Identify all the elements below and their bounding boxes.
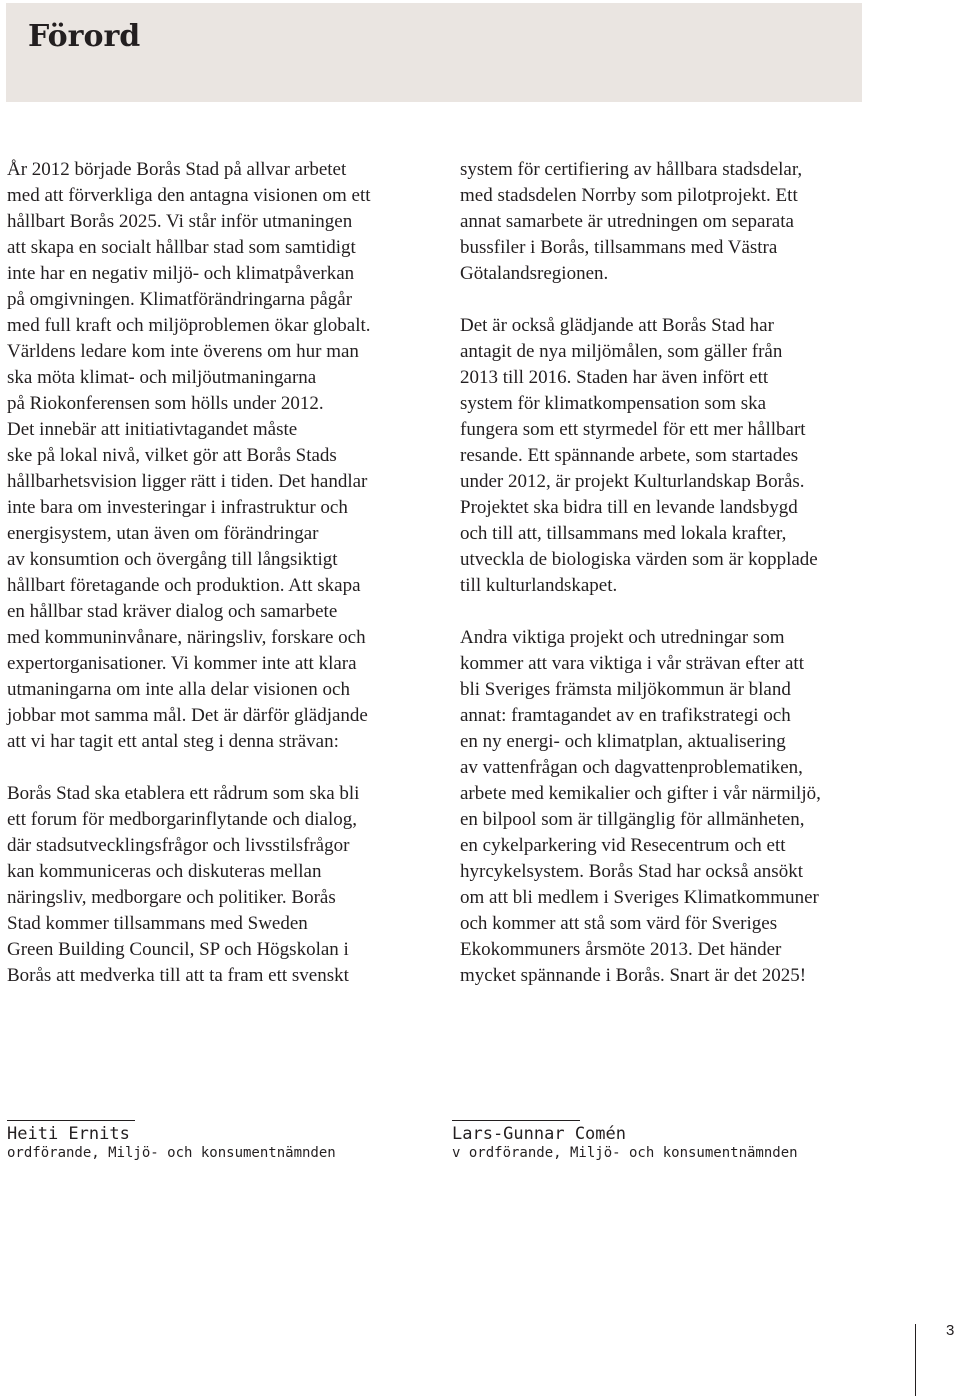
- text-line: en ny energi- och klimatplan, aktualisering: [460, 731, 786, 752]
- text-line: inte har en negativ miljö- och klimatpåverkan: [7, 263, 355, 284]
- text-line: en cykelparkering vid Resecentrum och ett: [460, 835, 786, 856]
- signer-name: Heiti Ernits: [7, 1124, 130, 1144]
- paragraph: [7, 157, 432, 755]
- text-line: system för klimatkompensation som ska: [460, 393, 767, 414]
- text-line: med kommuninvånare, näringsliv, forskare och: [7, 627, 366, 648]
- signature-block: [452, 1120, 798, 1162]
- signature-line: [7, 1120, 135, 1121]
- text-line: på Riokonferensen som hölls under 2012.: [7, 393, 324, 414]
- text-line: ett forum för medborgarinflytande och dialog,: [7, 809, 357, 830]
- text-line: expertorganisationer. Vi kommer inte att klara: [7, 653, 357, 674]
- text-line: resande. Ett spännande arbete, som startades: [460, 445, 799, 466]
- paragraph: [460, 313, 900, 599]
- text-line: arbete med kemikalier och gifter i vår närmiljö,: [460, 783, 821, 804]
- text-line: av konsumtion och övergång till långsiktigt: [7, 549, 338, 570]
- text-line: där stadsutvecklingsfrågor och livsstilsfrågor: [7, 835, 350, 856]
- text-line: Borås Stad ska etablera ett rådrum som ska bli: [7, 783, 360, 804]
- text-line: ska möta klimat- och miljöutmaningarna: [7, 367, 317, 388]
- text-line: Stad kommer tillsammans med Sweden: [7, 913, 308, 934]
- text-line: bussfiler i Borås, tillsammans med Västra: [460, 237, 778, 258]
- text-line: Götalandsregionen.: [460, 263, 609, 284]
- signer-name: Lars-Gunnar Comén: [452, 1124, 626, 1144]
- text-line: Green Building Council, SP och Högskolan i: [7, 939, 349, 960]
- text-line: kan kommuniceras och diskuteras mellan: [7, 861, 322, 882]
- text-line: utveckla de biologiska värden som är kopplade: [460, 549, 818, 570]
- text-line: Det innebär att initiativtagandet måste: [7, 419, 298, 440]
- text-line: Andra viktiga projekt och utredningar som: [460, 627, 785, 648]
- text-line: Världens ledare kom inte överens om hur man: [7, 341, 359, 362]
- text-line: med stadsdelen Norrby som pilotprojekt. Ett: [460, 185, 798, 206]
- right-column: [460, 157, 900, 1015]
- paragraph: [460, 157, 900, 287]
- text-line: Det är också glädjande att Borås Stad har: [460, 315, 774, 336]
- text-line: att vi har tagit ett antal steg i denna strävan:: [7, 731, 339, 752]
- signer-role: v ordförande, Miljö- och konsumentnämnden: [452, 1145, 798, 1161]
- text-line: annat samarbete är utredningen om separata: [460, 211, 794, 232]
- text-line: annat: framtagandet av en trafikstrategi och: [460, 705, 791, 726]
- text-line: en bilpool som är tillgänglig för allmänheten,: [460, 809, 805, 830]
- text-line: antagit de nya miljömålen, som gäller från: [460, 341, 783, 362]
- text-line: och kommer att stå som värd för Sveriges: [460, 913, 778, 934]
- text-line: kommer att vara viktiga i vår strävan efter att: [460, 653, 804, 674]
- text-line: system för certifiering av hållbara stadsdelar,: [460, 159, 803, 180]
- paragraph: [460, 625, 900, 989]
- text-line: ske på lokal nivå, vilket gör att Borås Stads: [7, 445, 337, 466]
- text-line: till kulturlandskapet.: [460, 575, 618, 596]
- text-line: om att bli medlem i Sveriges Klimatkommuner: [460, 887, 819, 908]
- text-line: utmaningarna om inte alla delar visionen och: [7, 679, 350, 700]
- text-line: År 2012 började Borås Stad på allvar arbetet: [7, 159, 347, 180]
- text-line: näringsliv, medborgare och politiker. Borås: [7, 887, 336, 908]
- signature-line: [452, 1120, 580, 1121]
- text-line: bli Sveriges främsta miljökommun är bland: [460, 679, 791, 700]
- title-band: [6, 3, 862, 102]
- text-line: fungera som ett styrmedel för ett mer hållbart: [460, 419, 806, 440]
- text-line: hållbart företagande och produktion. Att skapa: [7, 575, 361, 596]
- text-line: en hållbar stad kräver dialog och samarbete: [7, 601, 338, 622]
- text-line: hållbart Borås 2025. Vi står inför utmaningen: [7, 211, 353, 232]
- paragraph: [7, 781, 432, 989]
- signer-role: ordförande, Miljö- och konsumentnämnden: [7, 1145, 336, 1161]
- text-line: jobbar mot samma mål. Det är därför glädjande: [7, 705, 368, 726]
- text-line: hållbarhetsvision ligger rätt i tiden. Det handlar: [7, 471, 368, 492]
- text-line: Borås att medverka till att ta fram ett svenskt: [7, 965, 349, 986]
- left-column: [7, 157, 432, 1015]
- page-number: 3: [946, 1322, 955, 1339]
- text-line: och till att, tillsammans med lokala krafter,: [460, 523, 787, 544]
- text-line: att skapa en socialt hållbar stad som samtidigt: [7, 237, 356, 258]
- text-line: med att förverkliga den antagna visionen om ett: [7, 185, 371, 206]
- text-line: hyrcykelsystem. Borås Stad har också ansökt: [460, 861, 803, 882]
- text-line: Ekokommuners årsmöte 2013. Det händer: [460, 939, 782, 960]
- text-line: 2013 till 2016. Staden har även infört ett: [460, 367, 769, 388]
- text-line: Projektet ska bidra till en levande landsbygd: [460, 497, 798, 518]
- page-number-rule: [915, 1324, 916, 1396]
- text-line: med full kraft och miljöproblemen ökar globalt.: [7, 315, 371, 336]
- signature-block: [7, 1120, 336, 1162]
- text-line: energisystem, utan även om förändringar: [7, 523, 319, 544]
- text-line: på omgivningen. Klimatförändringarna pågår: [7, 289, 353, 310]
- text-line: av vattenfrågan och dagvattenproblematiken,: [460, 757, 803, 778]
- text-line: under 2012, är projekt Kulturlandskap Borås.: [460, 471, 805, 492]
- text-line: inte bara om investeringar i infrastruktur och: [7, 497, 348, 518]
- page-title: Förord: [28, 19, 141, 54]
- text-line: mycket spännande i Borås. Snart är det 2025!: [460, 965, 807, 986]
